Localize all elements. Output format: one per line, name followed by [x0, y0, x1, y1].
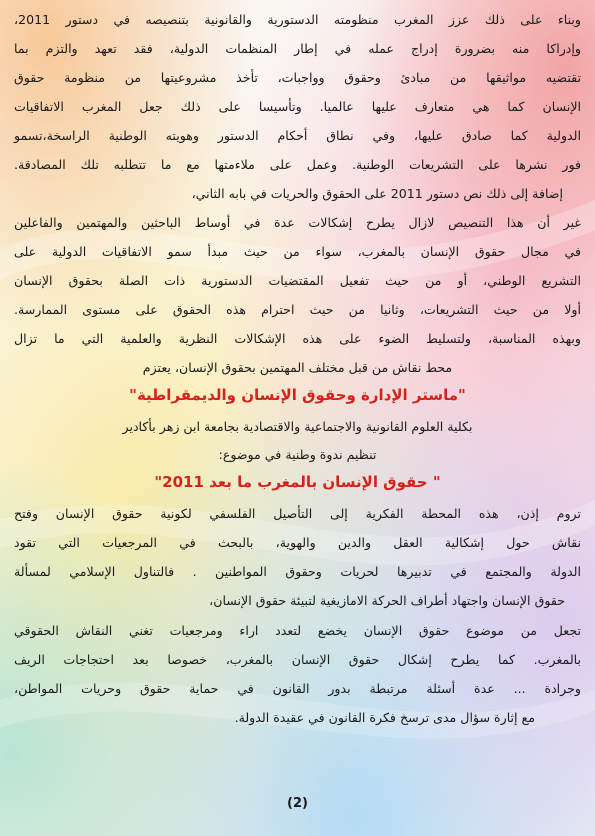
body-text-line: وجرادة ... عدة أسئلة مرتبطة بدور القانون في حماية حقوق وحريات المواطن، — [14, 681, 581, 696]
body-text-line: الدولة والمجتمع في تدبيرها لحريات وحقوق المواطنين . فالتناول الإسلامي لمسألة — [14, 564, 581, 579]
body-text-line: غير أن هذا التنصيص لازال يطرح إشكالات عدة في أوساط الباحثين والمهتمين والفاعلين — [14, 215, 581, 230]
page-number: (2) — [287, 796, 308, 811]
body-text-line: الإنسان كما هي متعارف عليها عالميا. وتأسيسا على ذلك جعل المغرب الاتفاقيات — [14, 99, 581, 114]
body-text-line: نقاش حول إشكالية العقل والدين والهوية، بالبحث في المرجعيات التي تقود — [14, 535, 581, 550]
body-text-line: حقوق الإنسان واجتهاد أطراف الحركة الامازيغية لتبيئة حقوق الإنسان، — [209, 593, 565, 608]
faculty-line: بكلية العلوم القانونية والاجتماعية والاقتصادية بجامعة ابن زهر بأكادير — [122, 419, 473, 434]
program-title: "ماستر الإدارة وحقوق الإنسان والديمقراطية" — [129, 386, 466, 404]
body-text-line: تقتضيه مواثيقها من مبادئ وحقوق وواجبات، تأخذ مشروعيتها من منظومة حقوق — [14, 70, 581, 85]
body-text-line: إضافة إلى ذلك نص دستور 2011 على الحقوق والحريات في بابه الثاني، — [191, 186, 563, 201]
body-text-line: وإدراكا منه بضرورة إدراج عمله في إطار المنظمات الدولية، فقد تعهد والتزم بما — [14, 41, 581, 56]
body-text-line: محط نقاش من قبل مختلف المهتمين بحقوق الإنسان، يعتزم — [142, 360, 453, 375]
body-text-line: بالمغرب. كما يطرح إشكال حقوق الإنسان بالمغرب، خصوصا بعد احتجاجات الريف — [14, 652, 581, 667]
body-text-line: تجعل من موضوع حقوق الإنسان يخضع لتعدد اراء ومرجعيات تغني النقاش الحقوقي — [14, 623, 581, 638]
body-text-line: التشريع الوطني، أو من حيث تفعيل المقتضيات الدستورية ذات الصلة بحقوق الإنسان — [14, 273, 581, 288]
body-text-line: في مجال حقوق الإنسان بالمغرب، سواء من حيث مبدأ سمو الاتفاقيات الدولية على — [14, 244, 581, 259]
body-text-line: وبناء على ذلك عزز المغرب منظومته الدستورية والقانونية بتنصيصه في دستور 2011، — [14, 12, 581, 27]
body-text-line: مع إثارة سؤال مدى ترسخ فكرة القانون في عقيدة الدولة. — [234, 710, 535, 725]
body-text-line: الدولية كما صادق عليها، وفي نطاق أحكام الدستور وهويته الوطنية الراسخة،تسمو — [14, 128, 581, 143]
body-text-line: وبهذه المناسبة، ولتسليط الضوء على هذه الإشكالات النظرية والعلمية التي ما تزال — [14, 331, 581, 346]
body-text-line: فور نشرها على التشريعات الوطنية. وعمل على ملاءمتها مع ما تتطلبه تلك المصادقة. — [14, 157, 581, 172]
symposium-title: " حقوق الإنسان بالمغرب ما بعد 2011" — [154, 473, 441, 491]
body-text-line: أولا من حيث التشريعات، وثانيا من حيث احترام هذه الحقوق على مستوى الممارسة. — [14, 302, 581, 317]
organize-line: تنظيم ندوة وطنية في موضوع: — [218, 447, 377, 462]
body-text-line: تروم إذن، هذه المحطة الفكرية إلى التأصيل الفلسفي لكونية حقوق الإنسان وفتح — [14, 506, 581, 521]
